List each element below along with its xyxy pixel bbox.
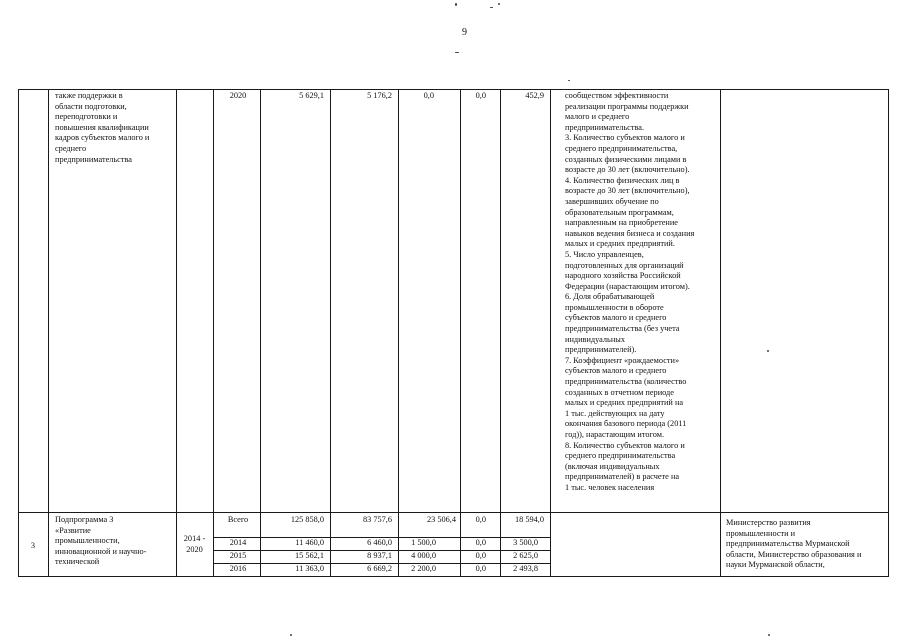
scan-speck [455,3,457,6]
value-cell: 0,0 [423,91,434,100]
subprogram-name: Подпрограмма 3 «Развитие промышленности, инновационной и научно- технической [55,515,147,567]
period-cell: 2014 - 2020 [183,534,206,554]
grid-line [500,89,501,576]
grid-line [48,89,49,576]
value-cell: 2 625,0 [513,551,538,560]
value-cell: 15 562,1 [294,551,324,560]
grid-line [18,512,889,513]
value-cell: 0,0 [475,564,486,573]
year-cell: Всего [227,515,249,524]
value-cell: 11 363,0 [295,564,324,573]
scan-speck [768,634,770,636]
value-cell: 5 176,2 [367,91,392,100]
scan-speck [767,350,769,352]
scan-speck [490,7,493,8]
grid-line [330,89,331,576]
scan-speck [568,80,570,81]
value-cell: 18 594,0 [514,515,544,524]
grid-line [18,576,889,577]
indicators-text: сообществом эффективности реализации программы поддержки малого и среднего предпринимательства. 3. Количество субъектов малого и среднего предпринимательства, созданных физическими лицами в возрасте до 30 лет (включительно). 4. Количество физических лиц в возрасте до 30 лет (включительно), завершивших обучение по образовательным программам, направленным на приобретение навыков ведения бизнеса и создания малых и средних предприятий. 5. Число управленцев, подготовленных для организаций народного хозяйства Российской Федерации (нарастающим итогом). 6. Доля обрабатывающей промышленности в обороте субъектов малого и среднего предпринимательства (без учета индивидуальных предпринимателей). 7. Коэффициент «рождаемости» субъектов малого и среднего предпринимательства (количество созданных в отчетном периоде малых и средних предприятий на 1 тыс. действующих на дату окончания базового периода (2011 год)), нарастающим итогом. 8. Количество субъектов малого и среднего предпринимательства (включая индивидуальных предпринимателей) в расчете на 1 тыс. человек населения [565,91,695,492]
value-cell: 2 493,8 [513,564,538,573]
page-number: 9 [462,27,467,38]
value-cell: 452,9 [525,91,544,100]
value-cell: 6 460,0 [367,538,392,547]
value-cell: 4 000,0 [411,551,436,560]
value-cell: 0,0 [475,91,486,100]
row-number: 3 [30,541,36,550]
grid-line [213,89,214,576]
grid-line [550,89,551,576]
value-cell: 6 669,2 [367,564,392,573]
value-cell: 0,0 [475,551,486,560]
year-cell: 2015 [229,551,247,560]
grid-line [888,89,889,576]
value-cell: 0,0 [475,515,486,524]
grid-line [176,89,177,576]
scan-speck [455,52,459,53]
grid-line [18,89,19,576]
executor-text: Министерство развития промышленности и предпринимательства Мурманской области, Министерство образования и науки Мурманской области, [726,518,862,570]
value-cell: 3 500,0 [513,538,538,547]
value-cell: 0,0 [475,538,486,547]
year-cell: 2020 [229,91,247,100]
year-cell: 2016 [229,564,247,573]
value-cell: 11 460,0 [295,538,324,547]
grid-line [460,89,461,576]
value-cell: 2 200,0 [411,564,436,573]
value-cell: 23 506,4 [426,515,456,524]
grid-line [260,89,261,576]
grid-line [720,89,721,576]
value-cell: 125 858,0 [290,515,324,524]
year-cell: 2014 [229,538,247,547]
scan-speck [290,634,292,636]
grid-line [18,89,889,90]
scan-speck [498,3,500,5]
value-cell: 83 757,6 [362,515,392,524]
value-cell: 1 500,0 [411,538,436,547]
grid-line [398,89,399,576]
value-cell: 8 937,1 [367,551,392,560]
value-cell: 5 629,1 [299,91,324,100]
measure-name: также поддержки в области подготовки, переподготовки и повышения квалификации кадров субъектов малого и среднего предпринимательства [55,91,150,164]
